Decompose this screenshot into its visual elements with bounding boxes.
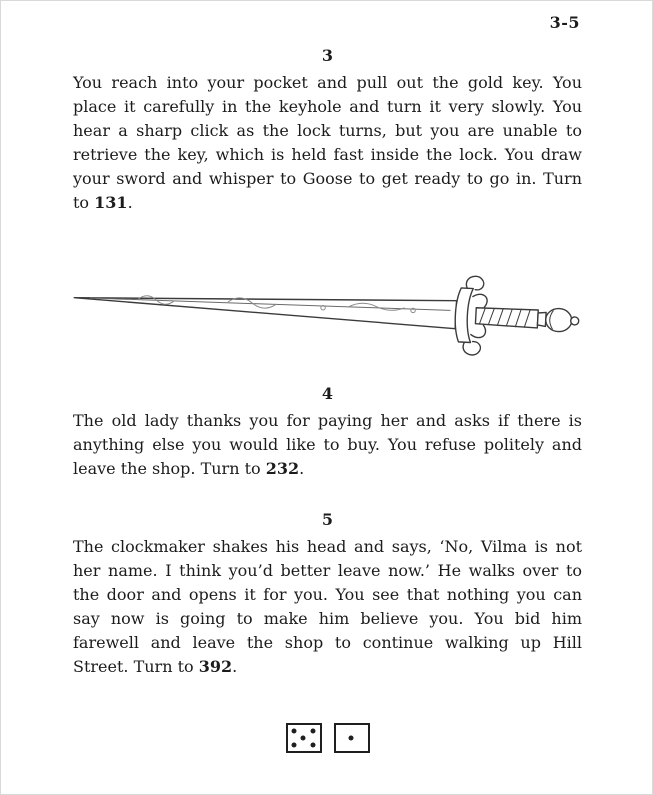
section-text <box>73 71 582 215</box>
section-body: The clockmaker shakes his head and says, ‘No, Vilma is not her name. I think you’d better leave now.’ He walks over to the door and opens it for you. You see that nothing you can say now is going to make him believe you. You bid him farewell and leave the shop to continue walking up Hill Street. Turn to <box>73 537 582 676</box>
section-number: 4 <box>321 384 334 403</box>
section-4 <box>73 383 582 481</box>
section-body-end: . <box>232 657 238 676</box>
section-number: 3 <box>321 46 334 65</box>
section-3 <box>73 45 582 215</box>
die-right-icon <box>334 723 370 753</box>
turn-reference: 392 <box>198 657 233 676</box>
section-text <box>73 535 582 679</box>
section-body: The old lady thanks you for paying her and asks if there is anything else you would like to buy. You refuse politely and leave the shop. Turn to <box>73 411 582 478</box>
section-body-end: . <box>299 459 305 478</box>
dice-illustration <box>73 723 582 753</box>
die-left-icon <box>286 723 322 753</box>
sword-illustration <box>73 257 582 369</box>
section-text <box>73 409 582 481</box>
section-number: 5 <box>321 510 334 529</box>
sword-icon <box>68 263 588 363</box>
turn-reference: 232 <box>265 459 300 478</box>
page-range: 3-5 <box>549 13 580 32</box>
section-5 <box>73 509 582 679</box>
section-body-end: . <box>127 193 133 212</box>
turn-reference: 131 <box>94 193 128 212</box>
section-body: You reach into your pocket and pull out the gold key. You place it carefully in the keyhole and turn it very slowly. You hear a sharp click as the lock turns, but you are unable to retrieve the key, which is held fast inside the lock. You draw your sword and whisper to Goose to get ready to go in. Turn to <box>73 73 582 212</box>
page-content <box>73 45 582 753</box>
